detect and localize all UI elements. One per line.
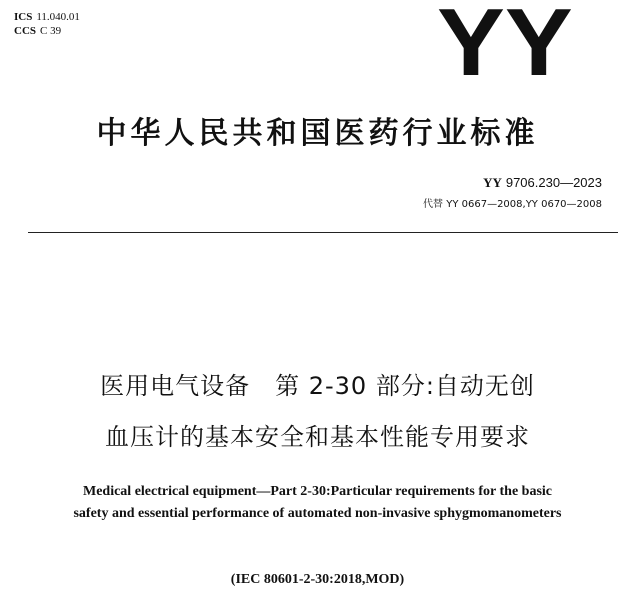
ccs-value: C 39	[40, 25, 62, 37]
header-divider	[28, 232, 618, 233]
standard-number-prefix: YY	[483, 175, 502, 190]
title-cn-line-2: 血压计的基本安全和基本性能专用要求	[105, 423, 530, 451]
title-en-line-1: Medical electrical equipment—Part 2-30:Particular requirements for the basic	[82, 484, 553, 499]
ics-value: 11.040.01	[36, 11, 80, 23]
title-cn-line-1: 医用电气设备 第 2-30 部分:自动无创	[100, 372, 535, 400]
standard-number-value: 9706.230—2023	[505, 175, 602, 190]
iec-equivalence: (IEC 80601-2-30:2018,MOD)	[230, 572, 405, 587]
ics-label: ICS	[14, 11, 33, 23]
replaces-line: 代替 YY 0667—2008,YY 0670—2008	[423, 199, 602, 210]
classification-codes	[14, 10, 80, 38]
ccs-label: CCS	[14, 25, 37, 37]
standard-name: 中华人民共和国医药行业标准	[96, 116, 539, 151]
ccs-row	[14, 24, 80, 38]
standard-number	[483, 175, 602, 191]
yy-logo: YY	[437, 0, 573, 96]
ics-row	[14, 10, 80, 24]
title-en-line-2: safety and essential performance of automated non-invasive sphygmomanometers	[73, 506, 562, 521]
